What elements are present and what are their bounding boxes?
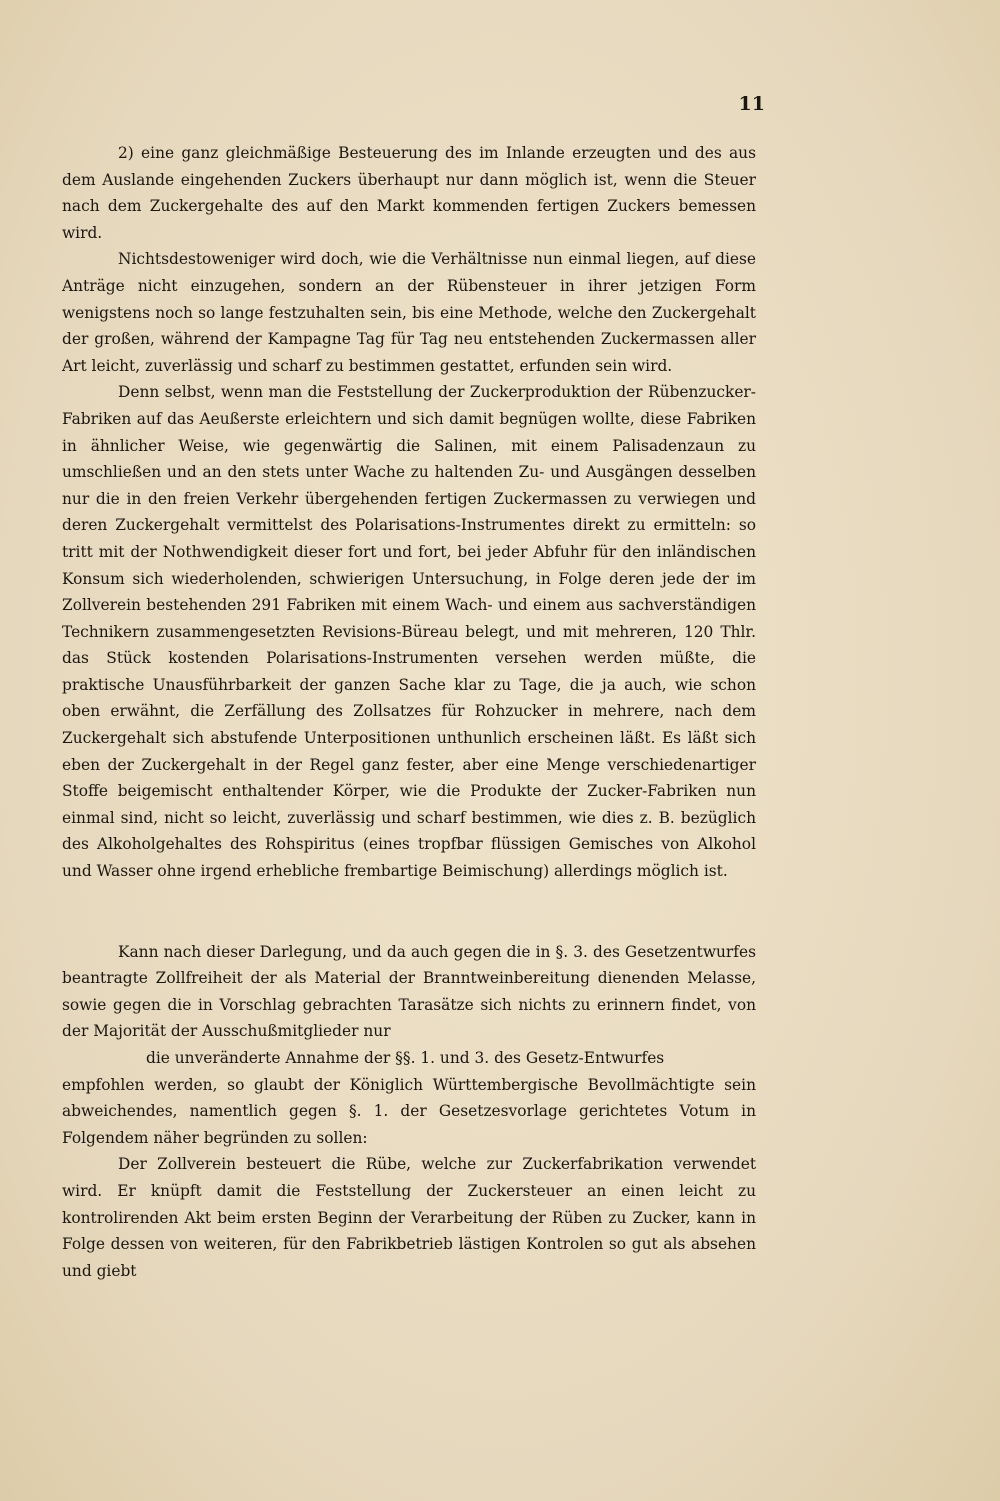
paragraph: Der Zollverein besteuert die Rübe, welche zur Zuckerfabrikation verwendet wird. Er knüpft damit die Feststellung der Zuckersteuer an einen leicht zu kontrolirenden Akt beim ersten Beginn der Verarbeitung der Rüben zu Zucker, kann in Folge dessen von weiteren, für den Fabrikbetrieb lästigen Kontrolen so gut als absehen und giebt [62, 1155, 756, 1280]
indented-quote: die unveränderte Annahme der §§. 1. und 3. des Gesetz-Entwurfes [146, 1049, 665, 1067]
body-text [62, 140, 756, 1284]
paragraph: Denn selbst, wenn man die Feststellung der Zuckerproduktion der Rübenzucker-Fabriken auf das Aeußerste erleichtern und sich damit begnügen wollte, diese Fabriken in ähnlicher Weise, wie gegenwärtig die Salinen, mit einem Palisadenzaun zu umschließen und an den stets unter Wache zu haltenden Zu- und Ausgängen desselben nur die in den freien Verkehr übergehenden fertigen Zuckermassen zu verwiegen und deren Zuckergehalt vermittelst des Polarisations-Instrumentes direkt zu ermitteln: so tritt mit der Nothwendigkeit dieser fort und fort, bei jeder Abfuhr für den inländischen Konsum sich wiederholenden, schwierigen Untersuchung, in Folge deren jede der im Zollverein bestehenden 291 Fabriken mit einem Wach- und einem aus sachverständigen Technikern zusammengesetzten Revisions-Büreau belegt, und mit mehreren, 120 Thlr. das Stück kostenden Polarisations-Instrumenten versehen werden müßte, die praktische Unausführbarkeit der ganzen Sache klar zu Tage, die ja auch, wie schon oben erwähnt, die Zerfällung des Zollsatzes für Rohzucker in mehrere, nach dem Zuckergehalt sich abstufende Unterpositionen unthunlich erscheinen läßt. Es läßt sich eben der Zuckergehalt in der Regel ganz fester, aber eine Menge verschiedenartiger Stoffe beigemischt enthaltender Körper, wie die Produkte der Zucker-Fabriken nun einmal sind, nicht so leicht, zuverlässig und scharf bestimmen, wie dies z. B. bezüglich des Alkoholgehaltes des Rohspiritus (eines tropfbar flüssigen Gemisches von Alkohol und Wasser ohne irgend erhebliche frembartige Beimischung) allerdings möglich ist. [62, 383, 756, 881]
page-number: 11 [738, 93, 765, 115]
section-gap [62, 885, 756, 939]
paragraph: Kann nach dieser Darlegung, und da auch gegen die in §. 3. des Gesetzentwurfes beantragte Zollfreiheit der als Material der Branntweinbereitung dienenden Melasse, sowie gegen die in Vorschlag gebrachten Tarasätze sich nichts zu erinnern findet, von der Majorität der Ausschußmitglieder nur [62, 942, 756, 1041]
paragraph: empfohlen werden, so glaubt der Königlich Württembergische Bevollmächtigte sein abweichendes, namentlich gegen §. 1. der Gesetzesvorlage gerichtetes Votum in Folgendem näher begründen zu sollen: [62, 1075, 756, 1147]
paragraph: 2) eine ganz gleichmäßige Besteuerung des im Inlande erzeugten und des aus dem Auslande eingehenden Zuckers überhaupt nur dann möglich ist, wenn die Steuer nach dem Zuckergehalte des auf den Markt kommenden fertigen Zuckers bemessen wird. [62, 144, 756, 242]
paragraph: Nichtsdestoweniger wird doch, wie die Verhältnisse nun einmal liegen, auf diese Anträge nicht einzugehen, sondern an der Rübensteuer in ihrer jetzigen Form wenigstens noch so lange festzuhalten sein, bis eine Methode, welche den Zuckergehalt der großen, während der Kampagne Tag für Tag neu entstehenden Zuckermassen aller Art leicht, zuverlässig und scharf zu bestimmen gestattet, erfunden sein wird. [62, 250, 756, 375]
